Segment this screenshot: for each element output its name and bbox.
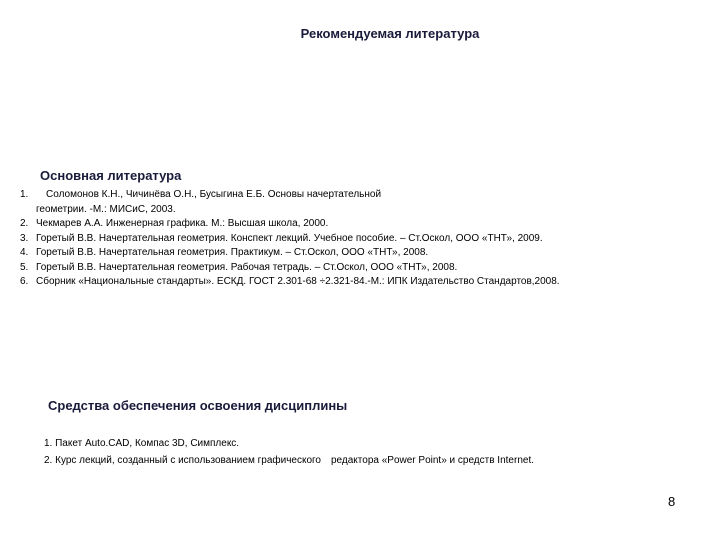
list-item-text: Чекмарев А.А. Инженерная графика. М.: Высшая школа, 2000. [36,218,329,229]
list-item-text: Соломонов К.Н., Чичинёва О.Н., Бусыгина Е.Б. Основы начертательной [46,189,382,200]
support-tools-list [44,435,704,469]
list-item [20,217,700,232]
list-item-text: Горетый В.В. Начертательная геометрия. Конспект лекций. Учебное пособие. – Ст.Оскол, ООО «ТНТ», 2009. [36,232,543,244]
list-item-text-continuation: редактора «Power Point» и средств Internet. [331,455,534,466]
list-item-text: 2. Курс лекций, созданный с использованием графического [44,455,321,466]
page-number: 8 [668,494,676,509]
list-item [44,452,704,469]
main-literature-list [20,188,700,290]
list-item-number: 1. [20,189,29,200]
support-tools-heading: Средства обеспечения освоения дисциплины [48,398,348,413]
list-item [20,232,700,247]
list-item-continuation [20,203,700,218]
list-item-number: 4. [20,247,29,258]
list-item-text: геометрии. -М.: МИСиС, 2003. [36,203,176,215]
list-item-number: 3. [20,232,29,244]
list-item [20,246,700,261]
list-item-text: Горетый В.В. Начертательная геометрия. Практикум. – Ст.Оскол, ООО «ТНТ», 2008. [36,247,429,258]
main-literature-heading: Основная литература [40,168,182,183]
page-title: Рекомендуемая литература [300,26,480,41]
list-item-number: 6. [20,276,29,287]
list-item [20,261,700,276]
list-item [44,435,704,452]
list-item-number: 2. [20,218,29,229]
list-item-text: Горетый В.В. Начертательная геометрия. Рабочая тетрадь. – Ст.Оскол, ООО «ТНТ», 2008. [36,261,458,273]
list-item-text: Сборник «Национальные стандарты». ЕСКД. ГОСТ 2.301-68 ÷2.321-84.-М.: ИПК Издательство Стандартов,2008. [36,276,560,287]
list-item [20,275,700,290]
list-item [20,188,700,203]
list-item-number: 5. [20,261,29,273]
list-item-text: 1. Пакет Auto.CAD, Компас 3D, Симплекс. [44,438,240,449]
